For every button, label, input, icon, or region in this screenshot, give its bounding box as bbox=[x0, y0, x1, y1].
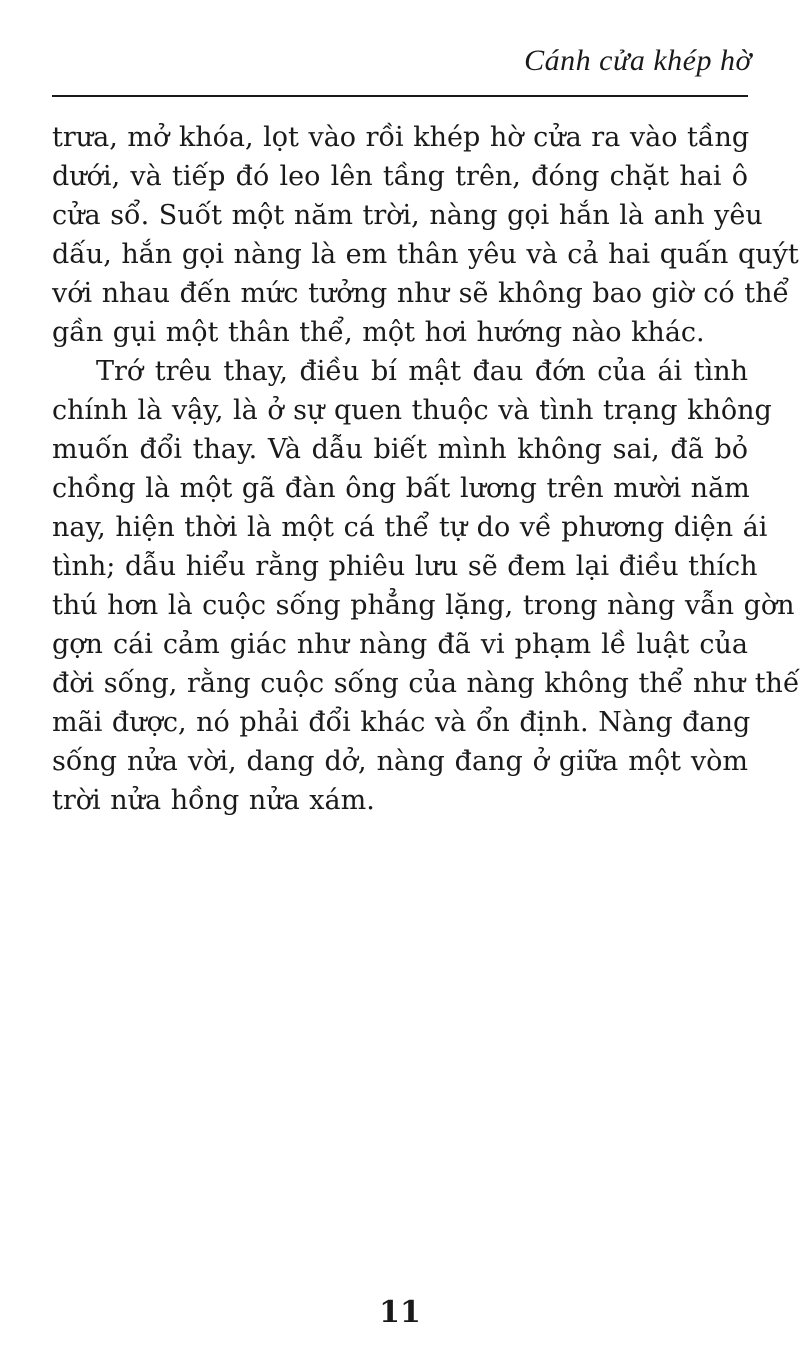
text-line: với nhau đến mức tưởng như sẽ không bao giờ có thể bbox=[52, 278, 790, 309]
text-line: gợn cái cảm giác như nàng đã vi phạm lề luật của bbox=[52, 629, 748, 660]
text-line: cửa sổ. Suốt một năm trời, nàng gọi hắn là anh yêu bbox=[52, 200, 763, 231]
text-line: gần gụi một thân thể, một hơi hướng nào khác. bbox=[52, 317, 705, 348]
text-line: muốn đổi thay. Và dẫu biết mình không sai, đã bỏ bbox=[52, 434, 748, 465]
text-line: thú hơn là cuộc sống phẳng lặng, trong nàng vẫn gờn bbox=[52, 590, 795, 621]
text-line: đời sống, rằng cuộc sống của nàng không thể như thế bbox=[52, 668, 800, 699]
text-line: Trớ trêu thay, điều bí mật đau đớn của ái tình bbox=[96, 356, 748, 387]
text-line: sống nửa vời, dang dở, nàng đang ở giữa một vòm bbox=[52, 746, 748, 777]
text-line: trưa, mở khóa, lọt vào rồi khép hờ cửa ra vào tầng bbox=[52, 122, 750, 153]
running-header-title: Cánh cửa khép hờ bbox=[524, 44, 752, 77]
text-line: tình; dẫu hiểu rằng phiêu lưu sẽ đem lại điều thích bbox=[52, 551, 758, 582]
text-line: chính là vậy, là ở sự quen thuộc và tình trạng không bbox=[52, 395, 772, 426]
page-number: 11 bbox=[379, 1295, 421, 1330]
header-divider bbox=[52, 95, 748, 97]
text-line: trời nửa hồng nửa xám. bbox=[52, 785, 375, 816]
paragraph-2 bbox=[52, 352, 800, 820]
text-line: chồng là một gã đàn ông bất lương trên mười năm bbox=[52, 473, 750, 504]
text-line: nay, hiện thời là một cá thể tự do về phương diện ái bbox=[52, 512, 768, 543]
body-text bbox=[52, 118, 800, 820]
text-line: dấu, hắn gọi nàng là em thân yêu và cả hai quấn quýt bbox=[52, 239, 799, 270]
text-line: mãi được, nó phải đổi khác và ổn định. Nàng đang bbox=[52, 707, 751, 738]
text-line: dưới, và tiếp đó leo lên tầng trên, đóng chặt hai ô bbox=[52, 161, 748, 192]
paragraph-1 bbox=[52, 118, 799, 352]
